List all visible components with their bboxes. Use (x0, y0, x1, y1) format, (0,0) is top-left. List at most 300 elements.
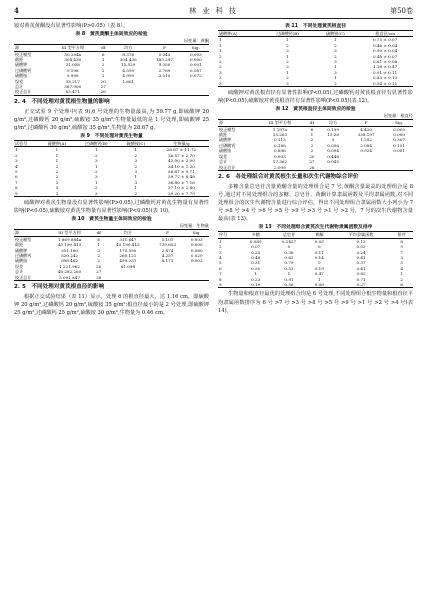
table-cell: 2 (94, 169, 98, 175)
table-cell: 9.924 (360, 148, 372, 154)
table-cell: 3 (55, 179, 59, 185)
table-cell: 1 (334, 64, 337, 70)
table-header-cell: 源 (219, 120, 224, 126)
table-cell: 1 (219, 42, 222, 48)
table-header-cell: 生物量/g (173, 141, 190, 147)
table-cell: 3 (55, 190, 59, 196)
table-cell: 2 (97, 247, 101, 253)
table-cell: 校正总计 (15, 274, 32, 280)
table-cell: 0 (318, 244, 321, 250)
table-header-cell: 总皂苷 (282, 232, 296, 238)
table-cell: 0.003 (189, 51, 202, 57)
table-cell: 36.57 ± 2.70 (167, 152, 195, 158)
table-cell: 8 (219, 276, 222, 282)
table-header-cell: 过磷酸钙(B) (84, 141, 108, 147)
table-cell: 2 (219, 64, 222, 70)
table-cell: 31.058 (65, 62, 80, 68)
table-cell: 4 (219, 255, 222, 260)
table-cell: 4 (15, 163, 18, 169)
table-cell: 2.874 (161, 247, 174, 253)
table-header-cell: Sig. (191, 45, 200, 51)
table-cell: 1 (134, 147, 138, 153)
table-cell: 截距 (15, 242, 24, 248)
table-cell: 2 (55, 163, 59, 169)
table-cell: 0.75 ± 0.07 (372, 37, 398, 43)
table-cell: 误差 (15, 78, 24, 84)
table-cell: 3 (400, 255, 404, 260)
table-cell: 1 (219, 48, 222, 54)
table-cell: 0.307 (393, 137, 405, 143)
table-cell: 2 (310, 137, 314, 143)
table-cell: 2.099 (274, 164, 286, 170)
table-cell: 3 (286, 64, 289, 70)
table-cell: 59.77 ± 8.48 (167, 174, 195, 180)
table-cell: 998.462 (61, 258, 78, 264)
paragraph-top: 铵对黄芪黄酮没有显著性影响(P>0.05)（表 8）。 (14, 23, 128, 29)
table12-intro-paragraph: 硫酸钾对黄芪根直径有显著性影响(P<0.05),过磷酸钙对黄芪根直径有显著性影响(P<0.05),硫酸铵对黄芪根直径有显著性影响(P<0.05)(表 12)。 (218, 90, 413, 105)
table-cell: 3 (334, 59, 337, 65)
table-cell: 0.71 (356, 276, 366, 282)
table-cell: 硫酸铵 (219, 148, 232, 154)
table-cell: 误差 (219, 153, 228, 159)
table-cell: 9.350 (158, 62, 171, 68)
table-cell: 1 (286, 53, 289, 59)
section-2-5-heading: 2. 5 不同处理对黄芪根直径的影响 (14, 283, 105, 290)
table-cell: 0.896 (274, 148, 286, 154)
table8-unit: 因变量：黄酮 (183, 38, 209, 44)
table-cell: 0.24 (356, 249, 366, 255)
table-cell: 15.529 (121, 62, 136, 68)
table-header-cell: 硫酸钾(A) (47, 141, 67, 147)
table10-caption: 表 10 黄芪生物量主体间效应的检验 (71, 217, 152, 223)
table-cell: 1 (94, 147, 98, 153)
page-header (14, 6, 413, 18)
table-cell: 3 (219, 69, 222, 75)
table-cell: 2 (310, 148, 314, 154)
table-cell: 3 (219, 75, 222, 81)
table-cell: 0.79 (284, 260, 294, 266)
table-cell: 3 (286, 48, 289, 54)
table-cell: 1 869.884a (57, 236, 82, 242)
table-cell: 0.000 (393, 132, 405, 138)
table-header-cell: III 型平方和 (268, 120, 292, 126)
table-header-cell: III 型平方和 (61, 45, 84, 51)
table-cell: 硫酸铵 (15, 258, 28, 264)
table-cell: 0.23 (251, 276, 261, 282)
table-cell: 3 (94, 174, 98, 180)
table-cell: 2 (400, 276, 404, 282)
table-header-cell: 均方 (123, 230, 132, 236)
table-cell: 0.07 (251, 244, 261, 250)
table-cell: 15.26 (327, 132, 339, 138)
table-cell: 0.11 (314, 249, 324, 255)
table-header-cell: 均方 (124, 45, 133, 51)
table-cell: 499.231 (119, 258, 137, 264)
table-11 (218, 30, 413, 87)
table-cell: 0.000 (189, 56, 202, 62)
table-row (218, 165, 413, 171)
table-cell: 3.010 (158, 73, 171, 79)
table-cell: 4.999 (122, 73, 135, 79)
table-cell (347, 165, 385, 171)
table-cell: 20 (100, 78, 106, 84)
table-cell: 4.599 (122, 67, 135, 73)
table-cell: 3 (15, 158, 18, 164)
table-cell: 2 (97, 258, 101, 264)
table-cell: 2 (219, 53, 222, 59)
table-cell: 1 (287, 271, 291, 277)
table-cell: 45 190.413 (57, 242, 82, 248)
table-cell: 0.003 (190, 236, 203, 242)
table-cell: 0.48 ± 0.07 (372, 53, 398, 59)
table-cell: 3 (55, 185, 59, 191)
table-cell: 1 (94, 179, 98, 185)
table-cell: 0.82 (356, 271, 366, 277)
table-cell: 9.198 (66, 67, 79, 73)
table-cell: 0.37 (356, 260, 366, 266)
table-cell: 0.36 (284, 249, 294, 255)
table-cell: 0.029 (190, 252, 203, 258)
table-cell: 1 (334, 75, 337, 81)
table-cell: 2.084 (360, 142, 372, 148)
header-rule (14, 18, 413, 19)
table-cell: 2 (134, 190, 138, 196)
table-cell: 校正总计 (15, 89, 32, 95)
table-cell: 0.46 ± 0.04 (372, 42, 398, 48)
table-cell: 2 (97, 252, 101, 258)
table-cell: 1 (219, 37, 222, 43)
table-header-cell: 源 (15, 230, 20, 236)
table-cell: 0 (318, 260, 321, 266)
table-cell: 338.197 (357, 132, 375, 138)
table-cell: 总计 (15, 269, 24, 275)
table-cell: 2 (101, 73, 105, 79)
table-cell: 0.05 (314, 238, 324, 244)
table-cell: 2 (286, 59, 289, 65)
table9-caption: 表 9 不同处理对黄芪生物量 (80, 134, 143, 140)
table-cell: 1 (134, 174, 138, 180)
table-cell: 0.000 (190, 242, 203, 248)
table-header-cell: 排序 (397, 232, 406, 238)
table-cell: 0.91 ± 0.11 (372, 69, 398, 75)
table-row (14, 89, 209, 95)
table-cell: 28.67 ± 11.72 (166, 147, 197, 153)
left-column (14, 22, 209, 317)
table-cell: 8 (400, 238, 404, 244)
table-cell: 3 091.847 (59, 274, 80, 280)
table-header-cell: df (101, 45, 106, 51)
table-cell: 0.113 (274, 137, 286, 143)
table-cell: 校正模型 (219, 126, 236, 132)
table-cell: 0.27 (356, 282, 366, 288)
table-header-cell: 硫酸钾(A) (219, 31, 238, 36)
table-cell: 2 (134, 163, 138, 169)
table10-intro-paragraph: 硫酸钾对黄芪生物量没有显著性影响(P>0.05),过磷酸钙对黄芪生物量有显著性影响(P<0.05),硫酸铵对黄芪生物量有显著性影响(P<0.05)(表 10)。 (14, 200, 209, 215)
table-cell: 1.16 ± 0.47 (372, 64, 398, 70)
table-header-cell: F (163, 45, 166, 51)
table11-caption: 表 11 不同处理黄芪根直径 (284, 24, 347, 29)
table-header-cell: III 型平方和 (58, 230, 81, 236)
table-cell: 20 (309, 153, 315, 159)
table-cell: 过磷酸钙 (15, 67, 32, 73)
table-cell: 2 (15, 152, 18, 158)
table-cell: 0.47 (314, 271, 324, 277)
table-cell: 520.242 (61, 252, 78, 258)
table-cell: 误差 (15, 263, 24, 269)
table-cell: 739.653 (159, 242, 176, 248)
section-2-4-heading: 2. 4 不同处理对黄芪根生物量的影响 (14, 98, 110, 105)
table-cell: 2 (334, 80, 337, 86)
table-cell: 1 (400, 271, 404, 277)
table-cell: 1 (334, 37, 337, 43)
table-row (14, 191, 209, 197)
table-cell: 0.02 (356, 244, 366, 250)
table-cell: 5 (331, 137, 335, 143)
table-cell: 0.54 ± 0.11 (372, 80, 398, 86)
table-cell: 5.101 (161, 236, 174, 242)
table-cell: 0.089 (249, 238, 262, 244)
table-cell: 50.254a (64, 51, 82, 57)
table-cell: 2 (94, 185, 98, 191)
table-cell: 3 (219, 80, 222, 86)
table-header-cell: F (364, 120, 368, 126)
table-cell: 1 (97, 242, 101, 248)
table-header-cell: 过磷酸钙(B) (276, 31, 299, 36)
table-cell: 2 (134, 152, 138, 158)
table-cell: 6 (97, 236, 101, 242)
table-cell: 2 (219, 59, 222, 65)
table-cell: 0.003 (190, 258, 203, 264)
table-cell: 1 (219, 238, 222, 244)
table-cell (183, 89, 209, 95)
table-cell: 硫酸钾 (15, 62, 28, 68)
table-header-cell: 硫酸铵(C) (126, 141, 146, 147)
table-cell: 3 (134, 179, 138, 185)
table-cell: 校正模型 (15, 51, 32, 57)
table-cell: 截距 (219, 132, 228, 138)
table-cell: 0.48 (251, 255, 261, 260)
section-2-6-heading: 2. 6 各处理组合对黄芪根生长量和次生代谢物综合评价 (218, 173, 359, 180)
table-cell: 1 (15, 147, 18, 153)
table-cell: 9.998 (66, 73, 79, 79)
table-cell: 0.53 (284, 265, 294, 271)
table-cell: 1 (286, 37, 289, 43)
table-cell: 20 (96, 263, 102, 269)
table-cell: 9 (219, 282, 222, 288)
table-row (14, 275, 209, 281)
table-cell: 27 (100, 83, 106, 89)
table12-unit: 因变量：根直径 (383, 113, 413, 119)
table-cell: 45 190.413 (116, 242, 140, 248)
table-cell: 0.13 (356, 238, 366, 244)
table-cell: 26 (96, 274, 102, 280)
table-cell: 硫酸钾 (15, 247, 28, 253)
table-cell: 0.90 ± 0.04 (372, 48, 398, 54)
table-cell: 0.19 (314, 265, 324, 271)
closing-paragraph: 生物量和根直径最优的处理组合均是 6 号处理,不同处理组合根生物量和根直径平均隶属函数排序为 6 号 >7 号 >3 号 >8 号 >5 号 >9 号 >1 号 >2 号 >4 号(表 14)。 (218, 291, 413, 314)
table-cell: 1 221.962 (59, 263, 80, 269)
table-cell: 2 (55, 174, 59, 180)
table-cell: 过磷酸钙 (15, 252, 32, 258)
table-cell: 0.072 (189, 73, 202, 79)
table-cell: 0.83 ± 0.13 (372, 75, 398, 81)
table-cell: 1 (286, 69, 289, 75)
table-cell: 42.00 ± 3.00 (167, 158, 195, 164)
table-cell: 2 (334, 42, 337, 48)
table-cell: 0.087 (189, 67, 202, 73)
table-header-cell: 序号 (219, 232, 228, 238)
table-10 (14, 229, 209, 281)
table-cell: 硫酸铵 (15, 73, 28, 79)
table-cell: 0.903 (274, 153, 286, 159)
table-cell: 6 (400, 282, 404, 288)
table-cell: 1.252 (360, 137, 372, 143)
table-cell: 0.151 (393, 142, 405, 148)
table-cell: 37.10 ± 2.80 (167, 185, 195, 191)
table-12 (218, 119, 413, 171)
table-cell: 2 (94, 152, 98, 158)
table-cell: 1.197a (272, 126, 287, 132)
table-cell: 2 (101, 67, 105, 73)
table-cell: 2 (101, 62, 105, 68)
journal-name: 林 业 科 技 (189, 7, 238, 15)
table-cell: 0.005 (393, 126, 405, 132)
table-cell: 3 (134, 158, 138, 164)
table-cell: 1 (254, 271, 258, 277)
table-cell: 304.430 (64, 56, 82, 62)
table-cell: 48 282.260 (57, 269, 82, 275)
table-header-cell: df (309, 120, 315, 126)
table-cell: 0.61 ± 0.08 (372, 59, 398, 65)
table-cell: 0.31 (251, 260, 261, 266)
table-cell: 304.430 (119, 56, 137, 62)
table-cell: 硫酸钾 (219, 137, 232, 143)
table-header-cell: 硫酸铵(C) (326, 31, 345, 36)
table-cell: 0.56 (284, 282, 294, 288)
table-cell: 0.448 (327, 153, 339, 159)
table-cell: 0.62 (284, 255, 294, 260)
table-cell: 36.80 ± 7.16 (167, 179, 195, 185)
table-cell: 83.471 (65, 89, 80, 95)
table-cell: 3 (134, 169, 138, 175)
table-cell: 0.41 (356, 265, 366, 271)
table-cell (184, 275, 209, 281)
table-cell: 0.41 (356, 255, 366, 260)
table-cell: 2 (55, 169, 59, 175)
right-column (218, 22, 413, 315)
table-cell: 387.900 (64, 83, 82, 89)
table-cell: 过磷酸钙 (219, 142, 236, 148)
table-header-cell: 多糖 (251, 232, 260, 238)
table-cell: 1 (55, 152, 59, 158)
table-cell: 6 (15, 174, 18, 180)
table-cell: 5 (219, 260, 222, 266)
table-cell: 8.171 (161, 258, 174, 264)
table-cell: 校正总计 (219, 164, 236, 170)
table-header-cell: 平均隶属函数 (348, 232, 374, 238)
table-cell: 3 (286, 80, 289, 86)
table-cell: 27 (309, 159, 315, 165)
section-2-6-paragraph: 多糖含量总皂苷含量黄酮含量的处理组合是 7 号,黄酮含量最高的处理组合是 8 号,通过对不同处理组合的多糖、总皂苷、黄酮计算隶属函数及平均隶属函数,对不同处理组合的次生代谢物含量进行综合评估，得出不同处理组合隶属函数大小列小为 7 号 >8 号 >4 号 >6 号 >5 号 >9 号 >3 号 >1 号 >2 号，7 号的次生代谢物含量最高(表 13)。 (218, 183, 413, 223)
table-13 (218, 231, 413, 288)
table-cell: 0.14 (314, 255, 324, 260)
table-header-cell: Sig. (192, 230, 201, 236)
table-cell: 351.180 (61, 247, 78, 253)
table-cell: 39.20 ± 7.79 (167, 190, 195, 196)
table10-unit: 因变量：生物量 (179, 223, 209, 229)
table-cell: 0.080 (190, 247, 203, 253)
table-cell: 1 (318, 276, 321, 282)
table-cell: 183.297 (156, 56, 173, 62)
table-header-cell: F (166, 230, 169, 236)
table-cell: 0.06 (314, 282, 324, 288)
table-8 (14, 44, 209, 96)
table-cell: 15.263 (272, 132, 288, 138)
table-cell: 0.2427 (281, 238, 297, 244)
table-cell: 1 (310, 132, 314, 138)
table-cell: 0.094 (327, 148, 339, 154)
section-2-5-paragraph: 根据正交试验结果（表 11）显示，处理 6 的根直径最大，达 1.16 cm，即硫酸钾 20 g/m²,过磷酸钙 20 g/m²,硫酸铵 35 g/m²;根直径最小的是 2 号处理,即硫酸钾 25 g/m²,过磷酸钙 25 g/m²,硫酸铵 30 g/m²,生物量为 0.46 cm。 (14, 293, 209, 317)
table-cell: 34.10 ± 1.20 (167, 163, 195, 169)
table-cell: 0.001 (189, 62, 202, 68)
table-cell: 总计 (15, 83, 24, 89)
table-row (218, 81, 413, 87)
table-cell (151, 275, 185, 281)
table-header-cell: 根直径/cm (375, 31, 396, 36)
table-cell (105, 275, 150, 281)
table-cell: 1 (134, 185, 138, 191)
table-cell: 0.19 (251, 282, 261, 288)
table-cell: 校正模型 (15, 236, 32, 242)
table-cell: 0.25 (251, 249, 261, 255)
table-cell: 0.056 (327, 142, 339, 148)
table-header-cell: 均方 (329, 120, 338, 126)
table-cell: 4.257 (161, 252, 174, 258)
table-cell: 9 (400, 244, 404, 250)
section-2-4-paragraph: 正交试验 9 个处理中(表 9),6 号处理的生物量最高,为 59.77 g,即硫酸钾 20 g/m²,过磷酸钙 20 g/m²,硫酸铵 35 g/m²;生物量最低的是 1 号处理,即硫酸钾 25 g/m²,过磷酸钙 30 g/m²,硫酸铵 35 g/m²,生物量为 28.67 g。 (14, 108, 209, 131)
table-cell: 6 (101, 51, 105, 57)
table-cell: 8 (15, 185, 18, 191)
table-cell: 4.420 (360, 126, 372, 132)
table-cell: 5 (15, 169, 18, 175)
table-cell: 26 (309, 164, 315, 170)
table-row (218, 282, 413, 288)
table-cell: 56.67 ± 9.71 (167, 169, 195, 175)
table-cell: 2 (310, 142, 314, 148)
table-cell: 5 (400, 260, 404, 266)
table-cell: 2.769 (158, 67, 171, 73)
table-header-cell: df (96, 230, 101, 236)
table-cell: 27 (96, 269, 102, 275)
table-cell (110, 89, 146, 95)
table-cell: 2 (286, 42, 289, 48)
table-cell: 1 (55, 147, 59, 153)
table-cell: 8.376 (122, 51, 135, 57)
table-cell: 17.362 (272, 159, 288, 165)
table-cell: 1 (94, 163, 98, 169)
table-cell: 7 (400, 249, 404, 255)
table-header-cell: 源 (15, 45, 20, 51)
table-cell: 3 (334, 69, 337, 75)
table-cell: 61.098 (120, 263, 136, 269)
table-cell (385, 165, 413, 171)
table-cell: 2 (286, 75, 289, 81)
table-cell: 3 (219, 249, 222, 255)
table-cell: 5.043 (158, 51, 171, 57)
table-cell: 1 (101, 56, 105, 62)
table12-caption: 表 12 黄芪根直径主体间效应的检验 (275, 107, 356, 113)
table-cell: 7 (15, 179, 18, 185)
